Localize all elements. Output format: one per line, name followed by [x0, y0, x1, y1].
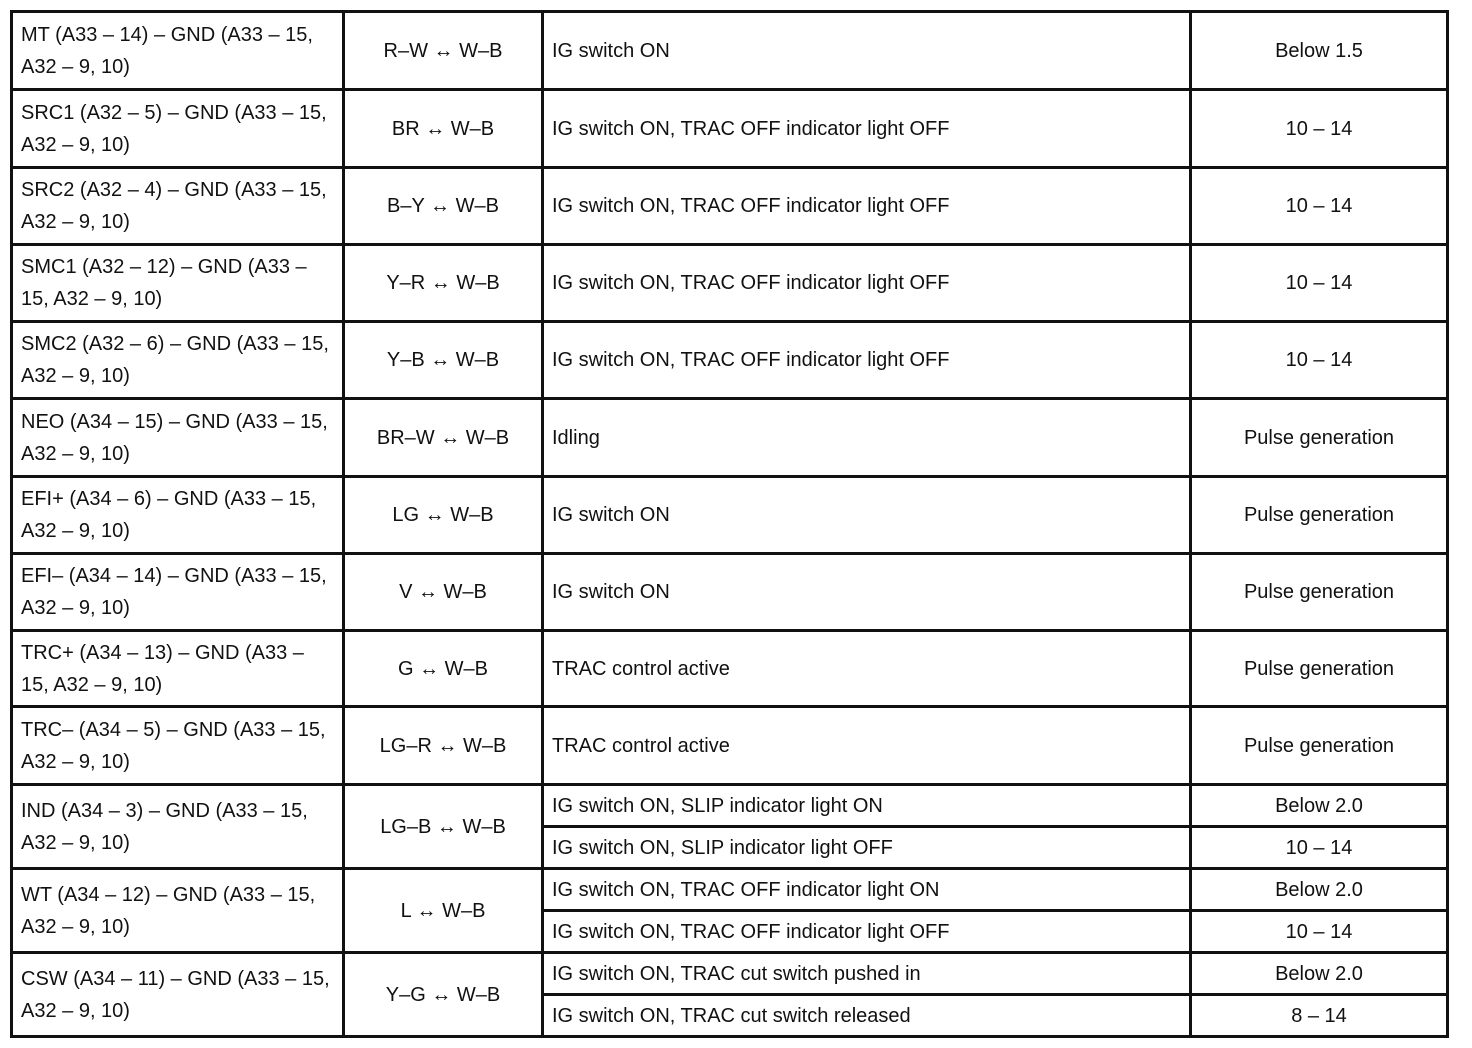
- wiring-color-cell: Y–G ↔ W–B: [344, 953, 543, 1037]
- condition-cell: TRAC control active: [543, 631, 1191, 707]
- wiring-color-cell: G ↔ W–B: [344, 631, 543, 707]
- terminal-cell: IND (A34 – 3) – GND (A33 – 15, A32 – 9, 10): [12, 785, 344, 869]
- wiring-color-cell: L ↔ W–B: [344, 869, 543, 953]
- specified-condition-cell: Below 1.5: [1191, 12, 1448, 90]
- specified-condition-cell: 10 – 14: [1191, 90, 1448, 168]
- condition-cell: IG switch ON, SLIP indicator light ON: [543, 785, 1191, 827]
- terminal-cell: NEO (A34 – 15) – GND (A33 – 15, A32 – 9, 10): [12, 399, 344, 477]
- table-row: [12, 953, 1448, 995]
- wiring-color-cell: BR–W ↔ W–B: [344, 399, 543, 477]
- terminal-cell: TRC+ (A34 – 13) – GND (A33 – 15, A32 – 9, 10): [12, 631, 344, 707]
- wiring-color-cell: BR ↔ W–B: [344, 90, 543, 168]
- table-row: [12, 554, 1448, 631]
- terminal-cell: SRC1 (A32 – 5) – GND (A33 – 15, A32 – 9, 10): [12, 90, 344, 168]
- wiring-color-cell: Y–R ↔ W–B: [344, 245, 543, 322]
- wiring-color-cell: V ↔ W–B: [344, 554, 543, 631]
- condition-cell: IG switch ON, TRAC cut switch pushed in: [543, 953, 1191, 995]
- condition-cell: IG switch ON, TRAC OFF indicator light OFF: [543, 911, 1191, 953]
- specified-condition-cell: Pulse generation: [1191, 554, 1448, 631]
- specified-condition-cell: Below 2.0: [1191, 785, 1448, 827]
- condition-cell: IG switch ON: [543, 12, 1191, 90]
- terminal-voltage-table: [10, 10, 1449, 1038]
- specified-condition-cell: Pulse generation: [1191, 707, 1448, 785]
- terminal-cell: EFI+ (A34 – 6) – GND (A33 – 15, A32 – 9, 10): [12, 477, 344, 554]
- table-row: [12, 477, 1448, 554]
- condition-cell: IG switch ON, TRAC OFF indicator light ON: [543, 869, 1191, 911]
- condition-cell: IG switch ON: [543, 554, 1191, 631]
- wiring-color-cell: LG–R ↔ W–B: [344, 707, 543, 785]
- table-row: [12, 90, 1448, 168]
- table-row: [12, 12, 1448, 90]
- specified-condition-cell: 10 – 14: [1191, 322, 1448, 399]
- wiring-color-cell: Y–B ↔ W–B: [344, 322, 543, 399]
- specified-condition-cell: 10 – 14: [1191, 827, 1448, 869]
- terminal-cell: SMC2 (A32 – 6) – GND (A33 – 15, A32 – 9, 10): [12, 322, 344, 399]
- table-row: [12, 785, 1448, 827]
- terminal-cell: SRC2 (A32 – 4) – GND (A33 – 15, A32 – 9, 10): [12, 168, 344, 245]
- terminal-cell: TRC– (A34 – 5) – GND (A33 – 15, A32 – 9, 10): [12, 707, 344, 785]
- specified-condition-cell: Pulse generation: [1191, 631, 1448, 707]
- table-row: [12, 245, 1448, 322]
- condition-cell: IG switch ON, TRAC cut switch released: [543, 995, 1191, 1037]
- wiring-color-cell: R–W ↔ W–B: [344, 12, 543, 90]
- condition-cell: IG switch ON: [543, 477, 1191, 554]
- table-row: [12, 168, 1448, 245]
- table-row: [12, 707, 1448, 785]
- specified-condition-cell: 8 – 14: [1191, 995, 1448, 1037]
- specified-condition-cell: Pulse generation: [1191, 399, 1448, 477]
- condition-cell: IG switch ON, SLIP indicator light OFF: [543, 827, 1191, 869]
- specified-condition-cell: 10 – 14: [1191, 245, 1448, 322]
- table-row: [12, 322, 1448, 399]
- terminal-cell: CSW (A34 – 11) – GND (A33 – 15, A32 – 9, 10): [12, 953, 344, 1037]
- condition-cell: IG switch ON, TRAC OFF indicator light OFF: [543, 90, 1191, 168]
- table-row: [12, 399, 1448, 477]
- condition-cell: TRAC control active: [543, 707, 1191, 785]
- specified-condition-cell: Below 2.0: [1191, 869, 1448, 911]
- table-body: [12, 12, 1448, 1037]
- wiring-color-cell: LG–B ↔ W–B: [344, 785, 543, 869]
- specified-condition-cell: Below 2.0: [1191, 953, 1448, 995]
- specified-condition-cell: 10 – 14: [1191, 168, 1448, 245]
- condition-cell: IG switch ON, TRAC OFF indicator light OFF: [543, 322, 1191, 399]
- specified-condition-cell: Pulse generation: [1191, 477, 1448, 554]
- terminal-cell: WT (A34 – 12) – GND (A33 – 15, A32 – 9, 10): [12, 869, 344, 953]
- wiring-color-cell: LG ↔ W–B: [344, 477, 543, 554]
- terminal-cell: MT (A33 – 14) – GND (A33 – 15, A32 – 9, 10): [12, 12, 344, 90]
- terminal-cell: EFI– (A34 – 14) – GND (A33 – 15, A32 – 9, 10): [12, 554, 344, 631]
- condition-cell: IG switch ON, TRAC OFF indicator light OFF: [543, 168, 1191, 245]
- wiring-color-cell: B–Y ↔ W–B: [344, 168, 543, 245]
- condition-cell: IG switch ON, TRAC OFF indicator light OFF: [543, 245, 1191, 322]
- specified-condition-cell: 10 – 14: [1191, 911, 1448, 953]
- table-row: [12, 869, 1448, 911]
- condition-cell: Idling: [543, 399, 1191, 477]
- terminal-cell: SMC1 (A32 – 12) – GND (A33 – 15, A32 – 9, 10): [12, 245, 344, 322]
- table-row: [12, 631, 1448, 707]
